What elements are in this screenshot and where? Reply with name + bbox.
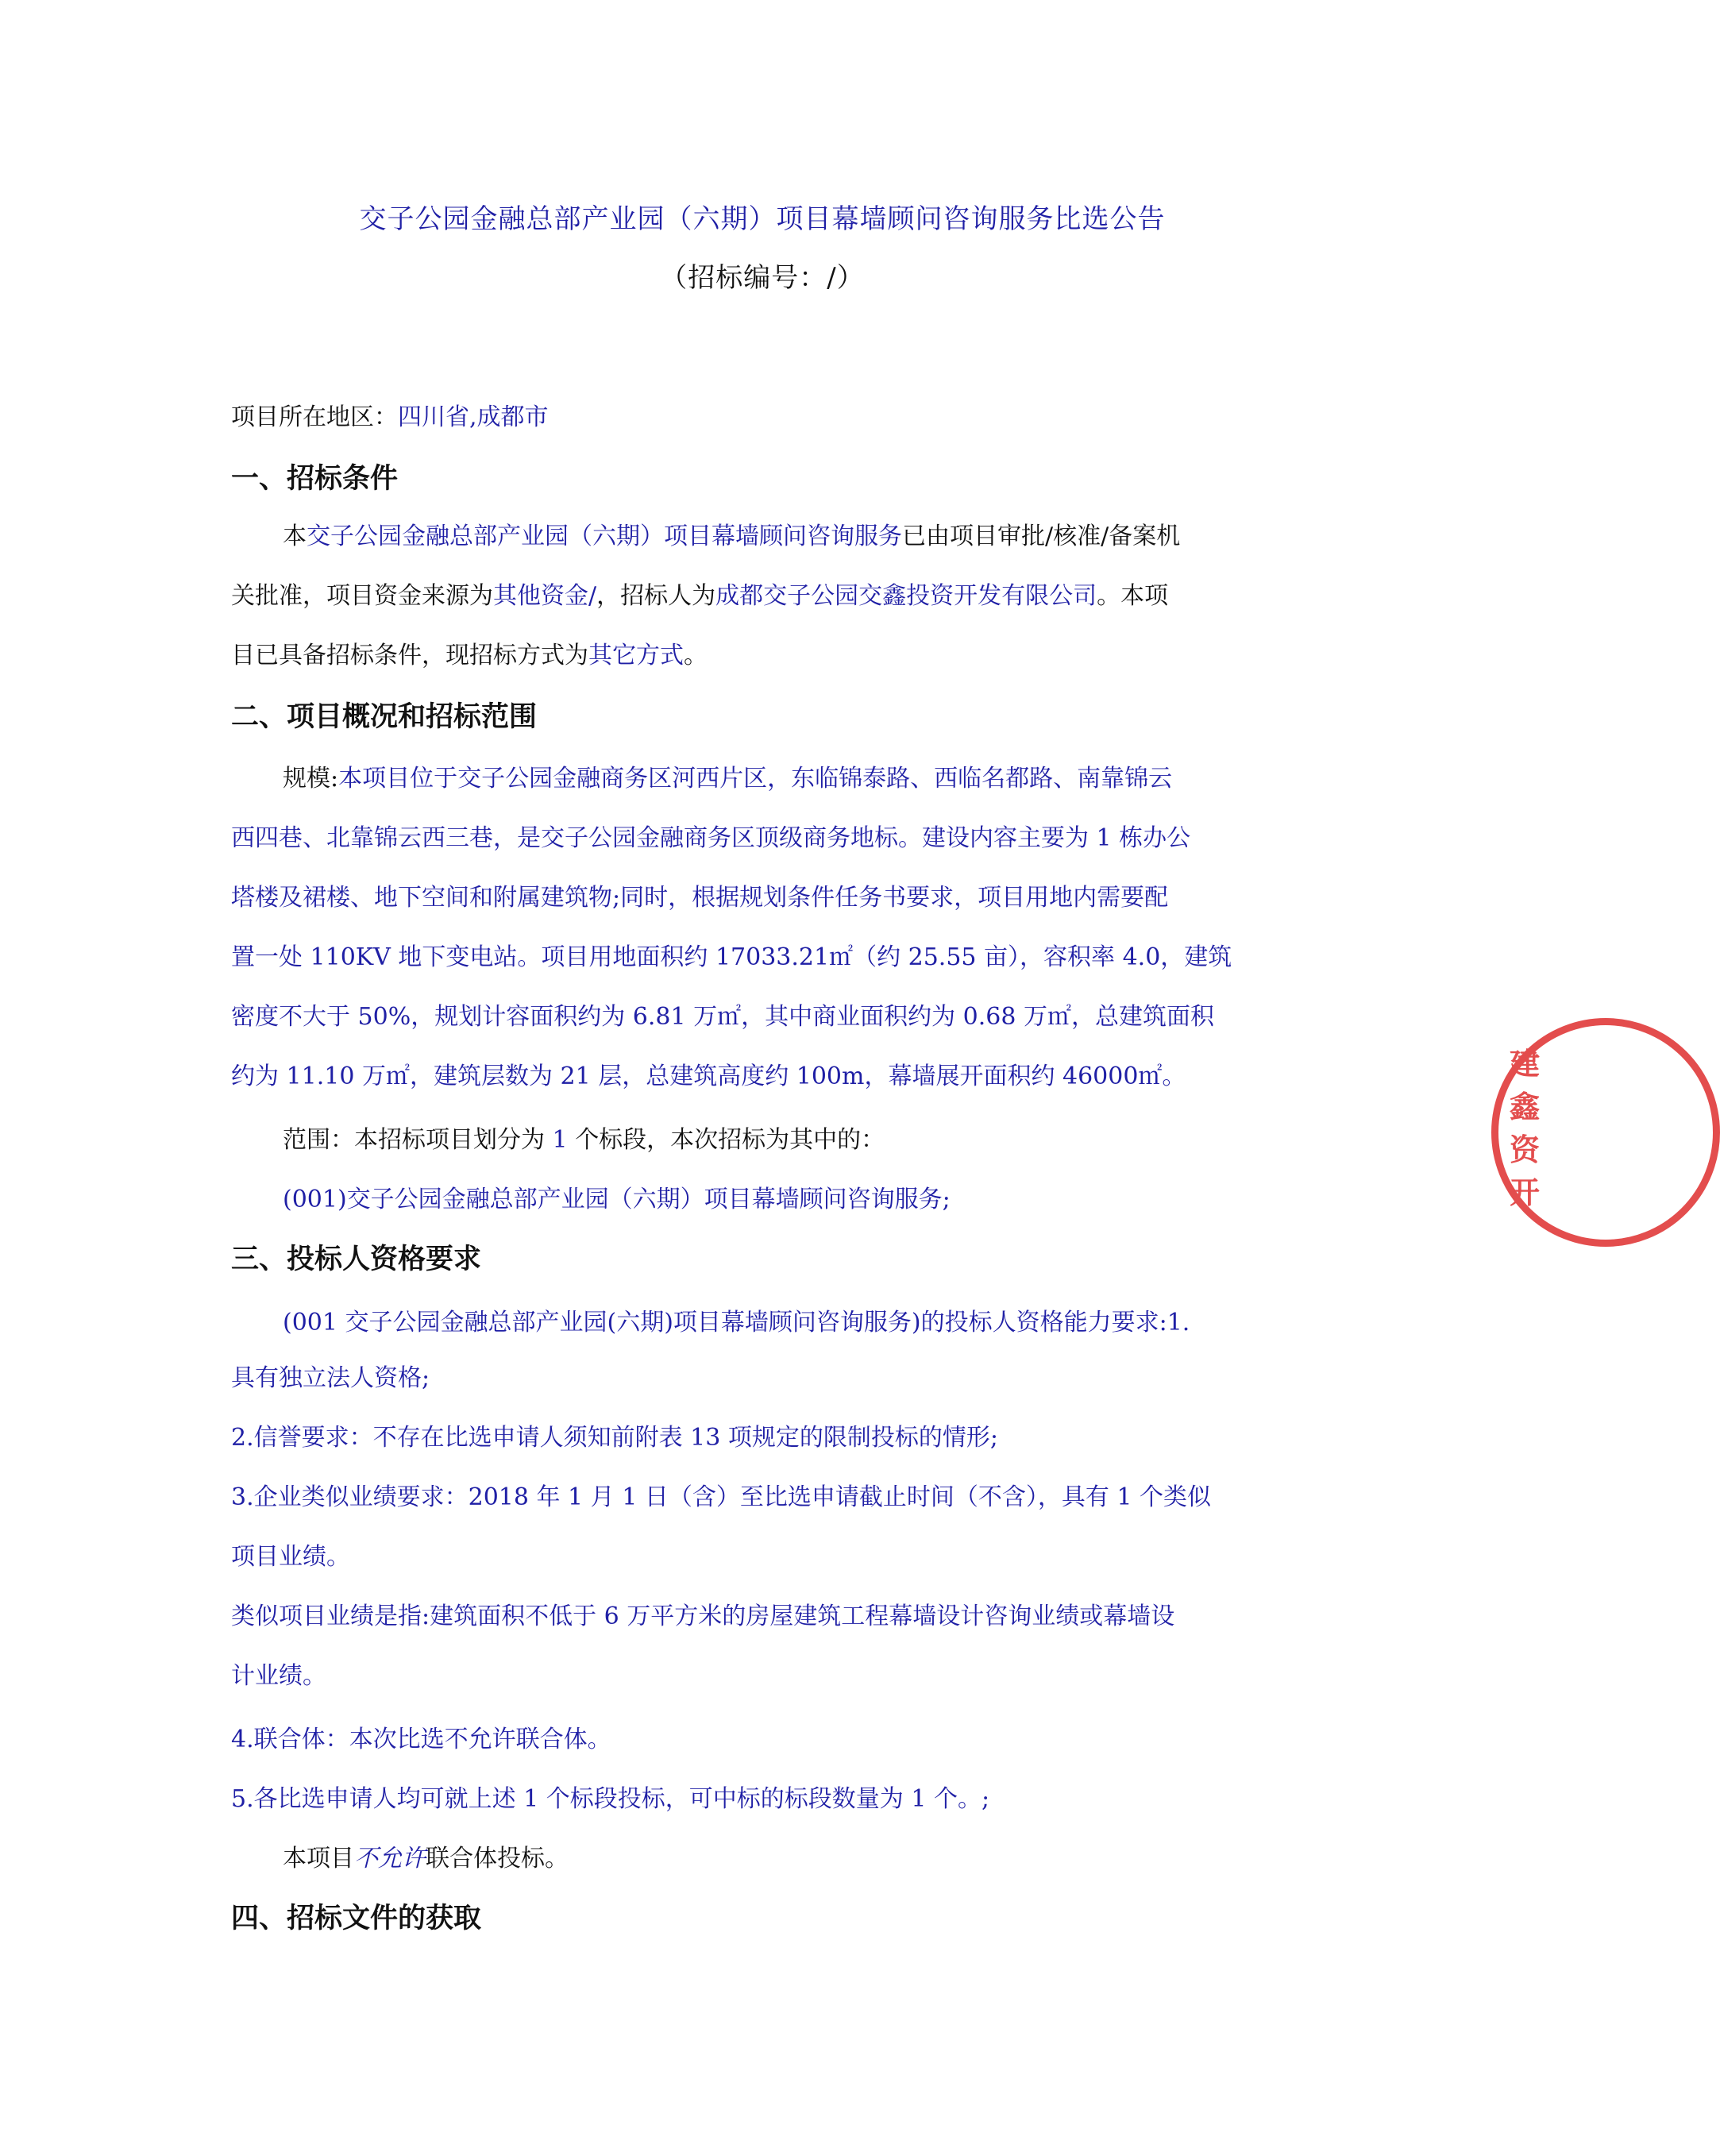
document-subtitle: （招标编号：/） [660, 262, 865, 294]
s1-line-3 [231, 635, 708, 670]
text-span: 。 [684, 642, 708, 669]
text-span: 本项目 [283, 1845, 354, 1873]
scale-line-6: 约为 11.10 万㎡，建筑层数为 21 层，总建筑高度约 100m，幕墙展开面积约 46000㎡。 [231, 1063, 1186, 1090]
scale-line-1 [283, 758, 1172, 793]
text-span: 目已具备招标条件，现招标方式为 [231, 642, 588, 669]
scale-line-4: 置一处 110KV 地下变电站。项目用地面积约 17033.21㎡（约 25.55 亩），容积率 4.0，建筑 [231, 943, 1232, 971]
text-span: 关批准，项目资金来源为 [231, 582, 493, 610]
section-heading-1: 一、招标条件 [231, 462, 399, 495]
lot-item: (001)交子公园金融总部产业园（六期）项目幕墙顾问咨询服务; [283, 1186, 951, 1213]
document-title: 交子公园金融总部产业园（六期）项目幕墙顾问咨询服务比选公告 [359, 203, 1166, 235]
req-item-4: 4.联合体：本次比选不允许联合体。 [231, 1726, 611, 1753]
text-span: ，招标人为 [596, 582, 716, 610]
req-line-2: 具有独立法人资格; [231, 1364, 430, 1392]
section-heading-2: 二、项目概况和招标范围 [231, 700, 538, 733]
tenderer-name: 成都交子公园交鑫投资开发有限公司 [715, 582, 1097, 610]
scale-line-3: 塔楼及裙楼、地下空间和附属建筑物;同时，根据规划条件任务书要求，项目用地内需要配 [231, 884, 1169, 912]
req-item-3-line-1: 3.企业类似业绩要求：2018 年 1 月 1 日（含）至比选申请截止时间（不含），具有 1 个类似 [231, 1483, 1211, 1511]
scope-line [283, 1120, 885, 1155]
tender-method: 其它方式 [588, 642, 684, 669]
text-span: 已由项目审批/核准/备案机 [902, 523, 1181, 550]
text-span: 本 [283, 523, 307, 550]
similar-line-1: 类似项目业绩是指:建筑面积不低于 6 万平方米的房屋建筑工程幕墙设计咨询业绩或幕墙设 [231, 1603, 1175, 1630]
s1-line-1 [283, 516, 1180, 551]
req-line-1: (001 交子公园金融总部产业园(六期)项目幕墙顾问咨询服务)的投标人资格能力要求:1. [283, 1309, 1190, 1336]
req-item-5: 5.各比选申请人均可就上述 1 个标段投标，可中标的标段数量为 1 个。; [231, 1785, 990, 1813]
req-item-3-line-2: 项目业绩。 [231, 1543, 350, 1571]
company-seal-stamp [1491, 1018, 1720, 1247]
similar-line-2: 计业绩。 [231, 1662, 326, 1690]
text-span: 个标段，本次招标为其中的： [575, 1126, 885, 1154]
req-item-2: 2.信誉要求：不存在比选申请人须知前附表 13 项规定的限制投标的情形; [231, 1424, 998, 1452]
scale-line-2: 西四巷、北靠锦云西三巷，是交子公园金融商务区顶级商务地标。建设内容主要为 1 栋办公 [231, 824, 1191, 852]
fund-source: 其他资金/ [493, 582, 597, 610]
text-span: 联合体投标。 [426, 1845, 569, 1873]
lot-count: 1 [552, 1126, 568, 1154]
region-line [231, 397, 549, 432]
section-heading-4: 四、招标文件的获取 [231, 1902, 482, 1934]
s1-line-2 [231, 576, 1168, 611]
scale-text: 本项目位于交子公园金融商务区河西片区，东临锦泰路、西临名都路、南靠锦云 [338, 765, 1173, 793]
seal-text: 建 鑫 资 开 [1510, 1046, 1541, 1210]
region-value: 四川省,成都市 [398, 403, 549, 431]
text-span: 。本项 [1097, 582, 1169, 610]
scale-line-5: 密度不大于 50%，规划计容面积约为 6.81 万㎡，其中商业面积约为 0.68 万㎡，总建筑面积 [231, 1003, 1214, 1031]
consortium-line [283, 1838, 569, 1873]
scale-label: 规模: [283, 765, 339, 793]
section-heading-3: 三、投标人资格要求 [231, 1243, 482, 1275]
project-name: 交子公园金融总部产业园（六期）项目幕墙顾问咨询服务 [307, 523, 902, 550]
text-span: 范围：本招标项目划分为 [283, 1126, 545, 1154]
consortium-value: 不允许 [354, 1845, 426, 1873]
region-label: 项目所在地区： [231, 403, 398, 431]
